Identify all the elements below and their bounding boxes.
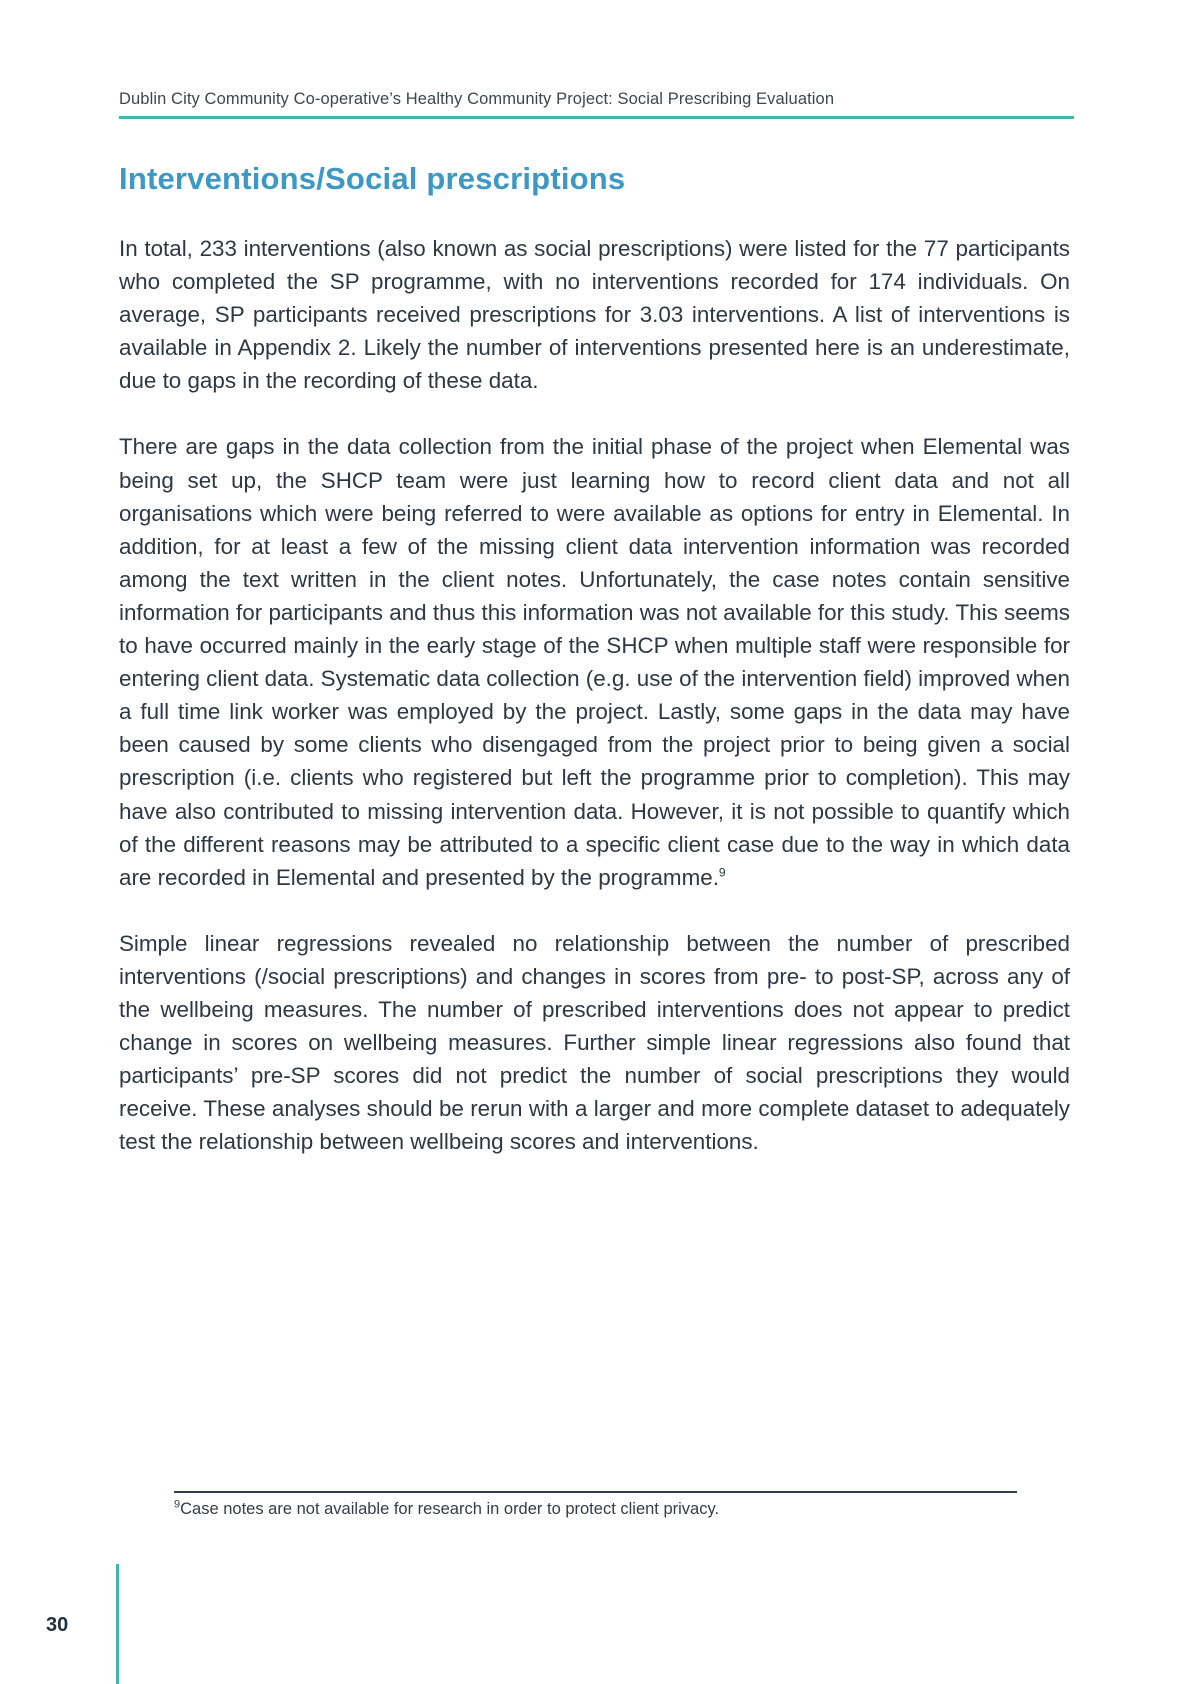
paragraph-data-gaps <box>119 430 1070 893</box>
paragraph-text: In total, 233 interventions (also known as social prescriptions) were listed for the 77 participants who completed the SP programme, with no interventions recorded for 174 individuals. On average, SP participants received prescriptions for 3.03 interventions. A list of interventions is available in Appendix 2. Likely the number of interventions presented here is an underestimate, due to gaps in the recording of these data. <box>119 236 1070 394</box>
paragraph-text: Simple linear regressions revealed no relationship between the number of prescribed interventions (/social prescriptions) and changes in scores from pre- to post-SP, across any of the wellbeing measures. The number of prescribed interventions does not appear to predict change in scores on wellbeing measures. Further simple linear regressions also found that participants’ pre-SP scores did not predict the number of social prescriptions they would receive. These analyses should be rerun with a larger and more complete dataset to adequately test the relationship between wellbeing scores and interventions. <box>119 930 1070 1155</box>
footnote-number: 9 <box>174 1498 181 1511</box>
footnote-reference[interactable]: 9 <box>718 865 726 880</box>
paragraph-text: There are gaps in the data collection from the initial phase of the project when Elemental was being set up, the SHCP team were just learning how to record client data and not all organisations which were being referred to were available as options for entry in Elemental. In addition, for at least a few of the missing client data intervention information was recorded among the text written in the client notes. Unfortunately, the case notes contain sensitive information for participants and thus this information was not available for this study. This seems to have occurred mainly in the early stage of the SHCP when multiple staff were responsible for entering client data. Systematic data collection (e.g. use of the intervention field) improved when a full time link worker was employed by the project. Lastly, some gaps in the data may have been caused by some clients who disengaged from the project prior to being given a social prescription (i.e. clients who registered but left the programme prior to completion). This may have also contributed to missing intervention data. However, it is not possible to quantify which of the different reasons may be attributed to a specific client case due to the way in which data are recorded in Elemental and presented by the programme. <box>119 434 1070 890</box>
running-header: Dublin City Community Co-operative’s Healthy Community Project: Social Prescribing Evaluation <box>119 90 835 108</box>
footnote-text: Case notes are not available for research in order to protect client privacy. <box>180 1500 720 1518</box>
footer-side-rule <box>116 1564 119 1684</box>
paragraph-interventions-total <box>119 232 1070 397</box>
header-rule <box>119 116 1074 119</box>
section-title: Interventions/Social prescriptions <box>119 161 626 196</box>
footnote <box>174 1500 1017 1519</box>
paragraph-regressions <box>119 927 1070 1159</box>
body-text <box>119 232 1070 1191</box>
page-number: 30 <box>46 1614 69 1636</box>
footnote-rule <box>174 1491 1017 1493</box>
